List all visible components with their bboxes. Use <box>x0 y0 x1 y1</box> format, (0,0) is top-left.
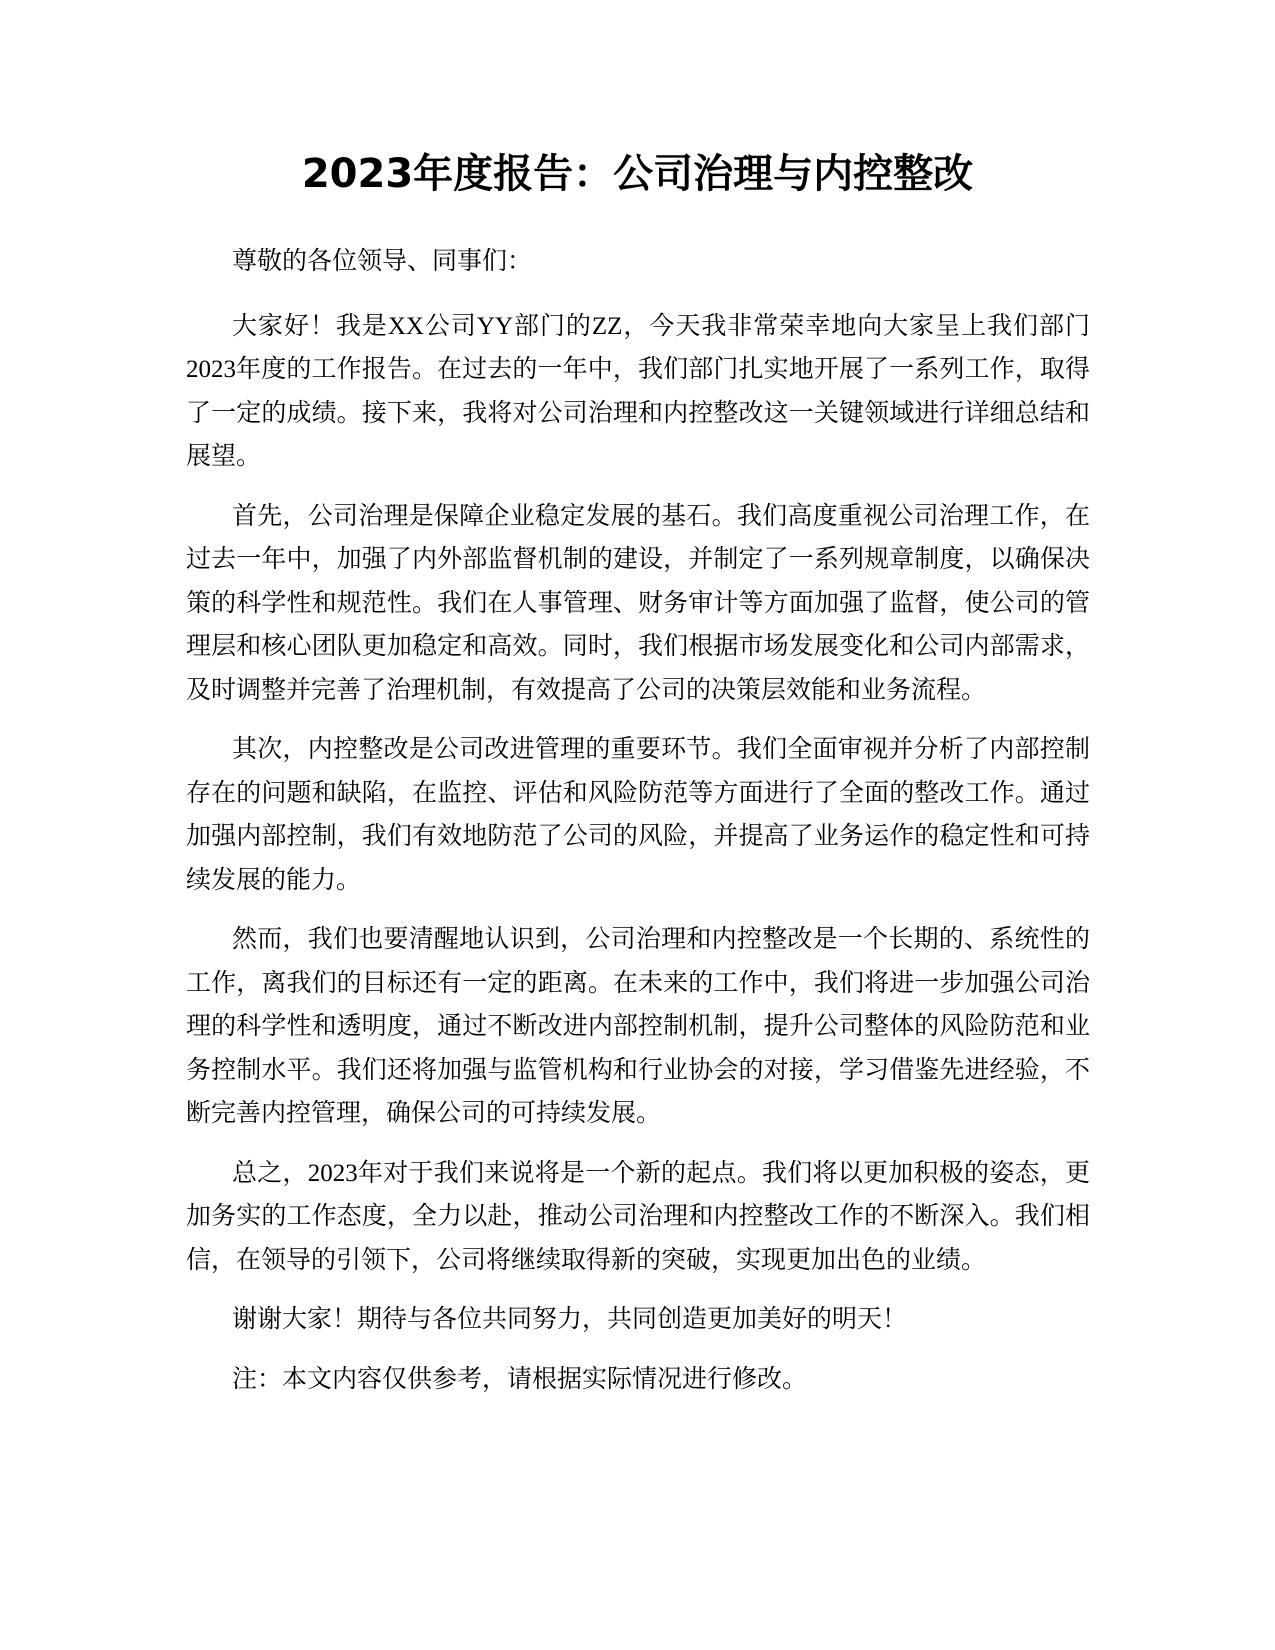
intro-paragraph: 大家好！我是XX公司YY部门的ZZ，今天我非常荣幸地向大家呈上我们部门2023年度的工作报告。在过去的一年中，我们部门扎实地开展了一系列工作，取得了一定的成绩。接下来，我将对公司治理和内控整改这一关键领域进行详细总结和展望。 <box>186 312 1090 470</box>
governance-paragraph: 首先，公司治理是保障企业稳定发展的基石。我们高度重视公司治理工作，在过去一年中，加强了内外部监督机制的建设，并制定了一系列规章制度，以确保决策的科学性和规范性。我们在人事管理、财务审计等方面加强了监督，使公司的管理层和核心团队更加稳定和高效。同时，我们根据市场发展变化和公司内部需求，及时调整并完善了治理机制，有效提高了公司的决策层效能和业务流程。 <box>186 502 1090 704</box>
document-title: 2023年度报告：公司治理与内控整改 <box>301 151 974 197</box>
thanks-paragraph: 谢谢大家！期待与各位共同努力，共同创造更加美好的明天！ <box>232 1306 908 1333</box>
internal-control-paragraph: 其次，内控整改是公司改进管理的重要环节。我们全面审视并分析了内部控制存在的问题和缺陷，在监控、评估和风险防范等方面进行了全面的整改工作。通过加强内部控制，我们有效地防范了公司的风险，并提高了业务运作的稳定性和可持续发展的能力。 <box>186 736 1090 894</box>
document-body <box>186 240 1090 1417</box>
note-paragraph: 注：本文内容仅供参考，请根据实际情况进行修改。 <box>232 1365 808 1393</box>
outlook-paragraph: 然而，我们也要清醒地认识到，公司治理和内控整改是一个长期的、系统性的工作，离我们的目标还有一定的距离。在未来的工作中，我们将进一步加强公司治理的科学性和透明度，通过不断改进内部控制机制，提升公司整体的风险防范和业务控制水平。我们还将加强与监管机构和行业协会的对接，学习借鉴先进经验，不断完善内控管理，确保公司的可持续发展。 <box>186 926 1090 1127</box>
salutation-paragraph: 尊敬的各位领导、同事们： <box>232 248 533 275</box>
summary-paragraph: 总之，2023年对于我们来说将是一个新的起点。我们将以更加积极的姿态，更加务实的工作态度，全力以赴，推动公司治理和内控整改工作的不断深入。我们相信，在领导的引领下，公司将继续取得新的突破，实现更加出色的业绩。 <box>186 1159 1090 1274</box>
